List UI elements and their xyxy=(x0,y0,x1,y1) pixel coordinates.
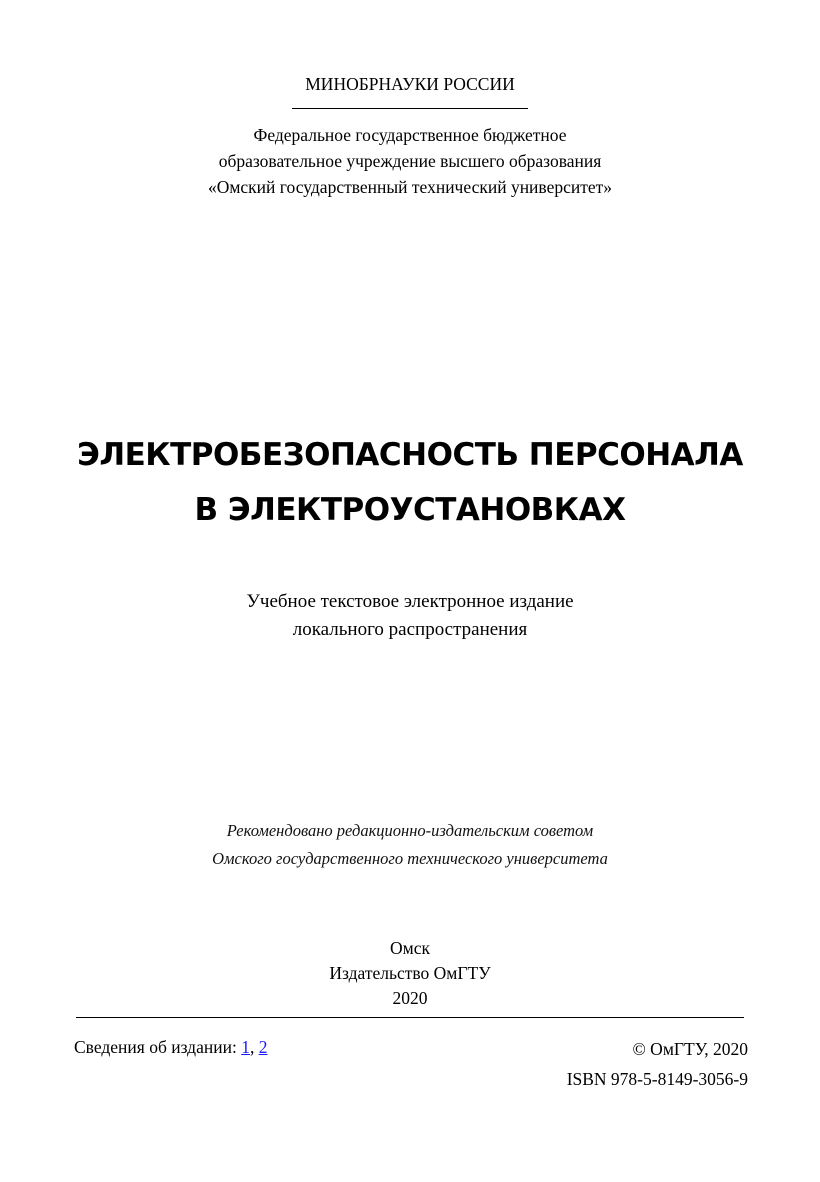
edition-info-label: Сведения об издании: xyxy=(74,1037,237,1057)
edition-link-1[interactable]: 1 xyxy=(241,1037,250,1057)
imprint-city: Омск xyxy=(390,938,430,958)
isbn-number: ISBN 978-5-8149-3056-9 xyxy=(566,1069,748,1089)
edition-type xyxy=(0,588,820,644)
organization-block xyxy=(0,122,820,200)
copyright-notice: © ОмГТУ, 2020 xyxy=(632,1039,748,1059)
imprint-year: 2020 xyxy=(392,988,428,1008)
book-title xyxy=(0,428,820,538)
recommendation-line-2: Омского государственного технического университета xyxy=(212,849,608,868)
edition-type-line-2: локального распространения xyxy=(292,619,528,640)
recommendation-line-1: Рекомендовано редакционно-издательским советом xyxy=(226,821,594,840)
organization-line-2: образовательное учреждение высшего образования xyxy=(218,151,602,171)
footer-divider xyxy=(76,1017,744,1018)
book-title-line-1: ЭЛЕКТРОБЕЗОПАСНОСТЬ ПЕРСОНАЛА xyxy=(77,437,743,473)
organization-line-3: «Омский государственный технический университет» xyxy=(207,177,613,197)
recommendation-note xyxy=(0,817,820,873)
edition-type-line-1: Учебное текстовое электронное издание xyxy=(246,591,574,612)
ministry-underline xyxy=(292,108,528,109)
edition-info xyxy=(74,1034,267,1060)
imprint-block xyxy=(0,936,820,1011)
edition-link-separator: , xyxy=(249,1037,255,1057)
organization-line-1: Федеральное государственное бюджетное xyxy=(253,125,567,145)
ministry-name: МИНОБРНАУКИ РОССИИ xyxy=(305,74,515,94)
book-title-line-2: В ЭЛЕКТРОУСТАНОВКАХ xyxy=(194,492,626,528)
imprint-publisher: Издательство ОмГТУ xyxy=(329,963,491,983)
edition-link-2[interactable]: 2 xyxy=(258,1037,268,1057)
copyright-block xyxy=(567,1034,748,1094)
